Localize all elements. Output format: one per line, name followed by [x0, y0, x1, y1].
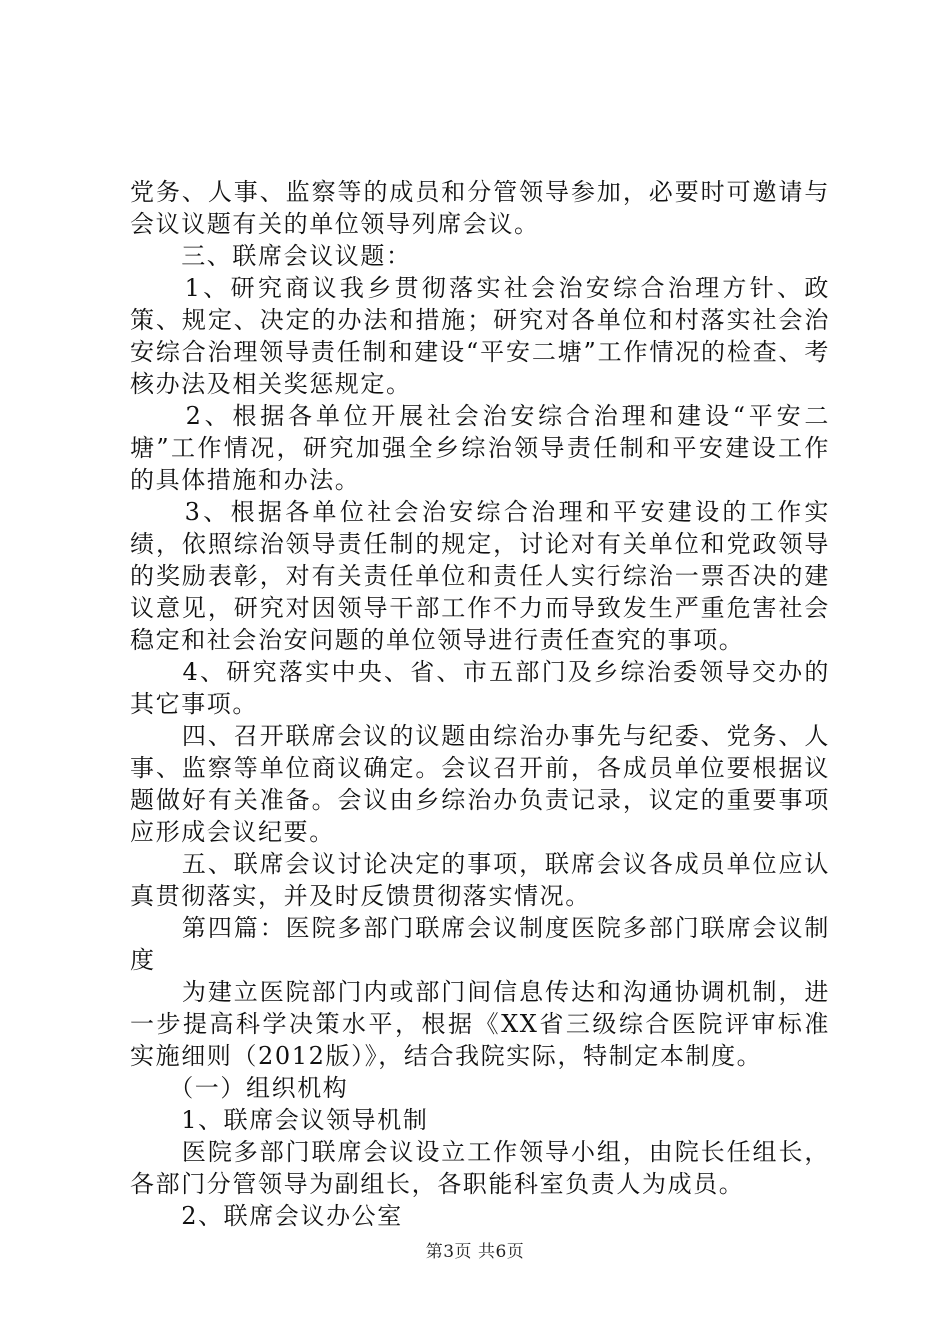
paragraph: 党务、人事、监察等的成员和分管领导参加，必要时可邀请与会议议题有关的单位领导列席会议。 — [130, 178, 830, 238]
paragraph: 医院多部门联席会议设立工作领导小组，由院长任组长，各部门分管领导为副组长，各职能科室负责人为成员。 — [130, 1138, 830, 1198]
paragraph: 五、联席会议讨论决定的事项，联席会议各成员单位应认真贯彻落实，并及时反馈贯彻落实情况。 — [130, 850, 830, 910]
paragraph: 为建立医院部门内或部门间信息传达和沟通协调机制，进一步提高科学决策水平，根据《XX省三级综合医院评审标准实施细则（2012版）》，结合我院实际，特制定本制度。 — [130, 978, 830, 1070]
section-heading: 三、联席会议议题： — [130, 242, 412, 270]
paragraph: 1、研究商议我乡贯彻落实社会治安综合治理方针、政策、规定、决定的办法和措施；研究对各单位和村落实社会治安综合治理领导责任制和建设“平安二塘”工作情况的检查、考核办法及相关奖惩规定。 — [130, 274, 830, 398]
paragraph: 3、根据各单位社会治安综合治理和平安建设的工作实绩，依照综治领导责任制的规定，讨论对有关单位和党政领导的奖励表彰，对有关责任单位和责任人实行综治一票否决的建议意见，研究对因领导干部工作不力而导致发生严重危害社会稳定和社会治安问题的单位领导进行责任查究的事项。 — [130, 498, 830, 654]
section-heading: （一）组织机构 — [130, 1074, 349, 1102]
chapter-title: 第四篇：医院多部门联席会议制度医院多部门联席会议制度 — [130, 914, 830, 974]
subsection-heading: 1、联席会议领导机制 — [130, 1106, 429, 1134]
paragraph: 四、召开联席会议的议题由综治办事先与纪委、党务、人事、监察等单位商议确定。会议召开前，各成员单位要根据议题做好有关准备。会议由乡综治办负责记录，议定的重要事项应形成会议纪要。 — [130, 722, 830, 846]
page-footer — [0, 1241, 950, 1263]
subsection-heading: 2、联席会议办公室 — [130, 1202, 403, 1230]
paragraph: 4、研究落实中央、省、市五部门及乡综治委领导交办的其它事项。 — [130, 658, 830, 718]
document-body — [130, 176, 830, 1232]
page-number: 第3页 共6页 — [425, 1242, 525, 1262]
paragraph: 2、根据各单位开展社会治安综合治理和建设“平安二塘”工作情况，研究加强全乡综治领导责任制和平安建设工作的具体措施和办法。 — [130, 402, 830, 494]
